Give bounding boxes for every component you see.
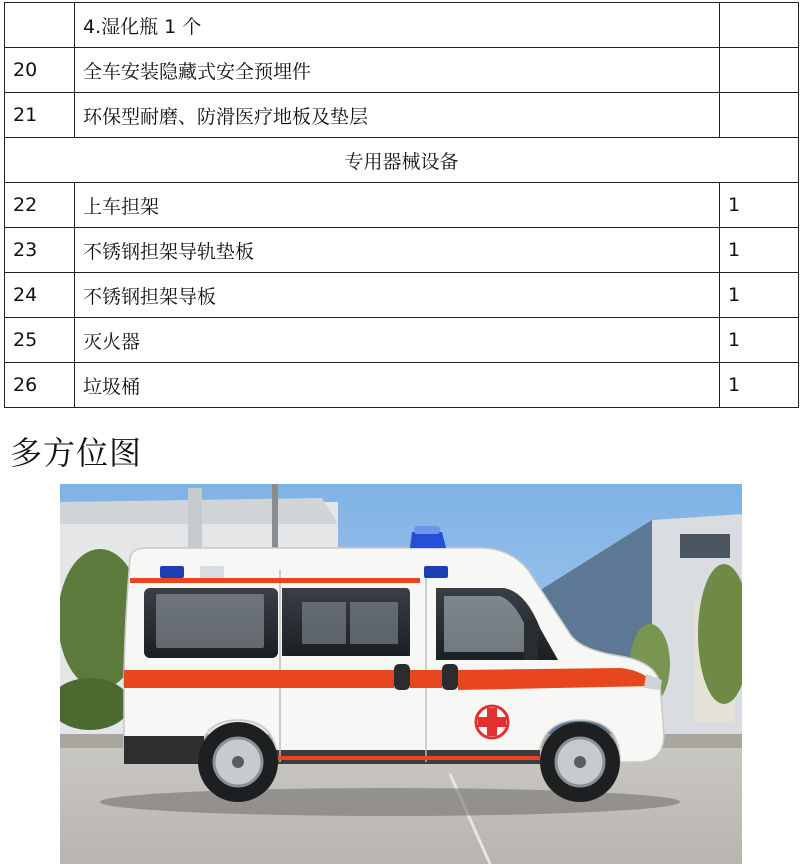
section-row bbox=[5, 138, 799, 183]
table-row bbox=[5, 183, 799, 228]
item-name: 上车担架 bbox=[75, 183, 720, 228]
item-name: 全车安装隐藏式安全预埋件 bbox=[75, 48, 720, 93]
table-row bbox=[5, 318, 799, 363]
section-heading: 多方位图 bbox=[10, 434, 143, 472]
table-row bbox=[5, 273, 799, 318]
item-name: 环保型耐磨、防滑医疗地板及垫层 bbox=[75, 93, 720, 138]
section-title: 专用器械设备 bbox=[5, 138, 799, 183]
item-name: 垃圾桶 bbox=[75, 363, 720, 408]
row-number: 26 bbox=[5, 363, 75, 408]
row-number: 24 bbox=[5, 273, 75, 318]
row-number: 21 bbox=[5, 93, 75, 138]
item-quantity: 1 bbox=[720, 183, 799, 228]
item-name: 不锈钢担架导轨垫板 bbox=[75, 228, 720, 273]
table-row bbox=[5, 93, 799, 138]
item-name: 4.湿化瓶 1 个 bbox=[75, 3, 720, 48]
row-number bbox=[5, 3, 75, 48]
row-number: 25 bbox=[5, 318, 75, 363]
row-number: 20 bbox=[5, 48, 75, 93]
item-name: 不锈钢担架导板 bbox=[75, 273, 720, 318]
table-row bbox=[5, 363, 799, 408]
item-name: 灭火器 bbox=[75, 318, 720, 363]
row-number: 22 bbox=[5, 183, 75, 228]
item-quantity bbox=[720, 93, 799, 138]
item-quantity: 1 bbox=[720, 363, 799, 408]
item-quantity: 1 bbox=[720, 318, 799, 363]
item-quantity bbox=[720, 48, 799, 93]
table-row bbox=[5, 3, 799, 48]
item-quantity bbox=[720, 3, 799, 48]
item-quantity: 1 bbox=[720, 273, 799, 318]
row-number: 23 bbox=[5, 228, 75, 273]
table-row bbox=[5, 48, 799, 93]
table-row bbox=[5, 228, 799, 273]
ambulance-photo bbox=[60, 484, 742, 864]
equipment-table bbox=[4, 2, 799, 408]
item-quantity: 1 bbox=[720, 228, 799, 273]
